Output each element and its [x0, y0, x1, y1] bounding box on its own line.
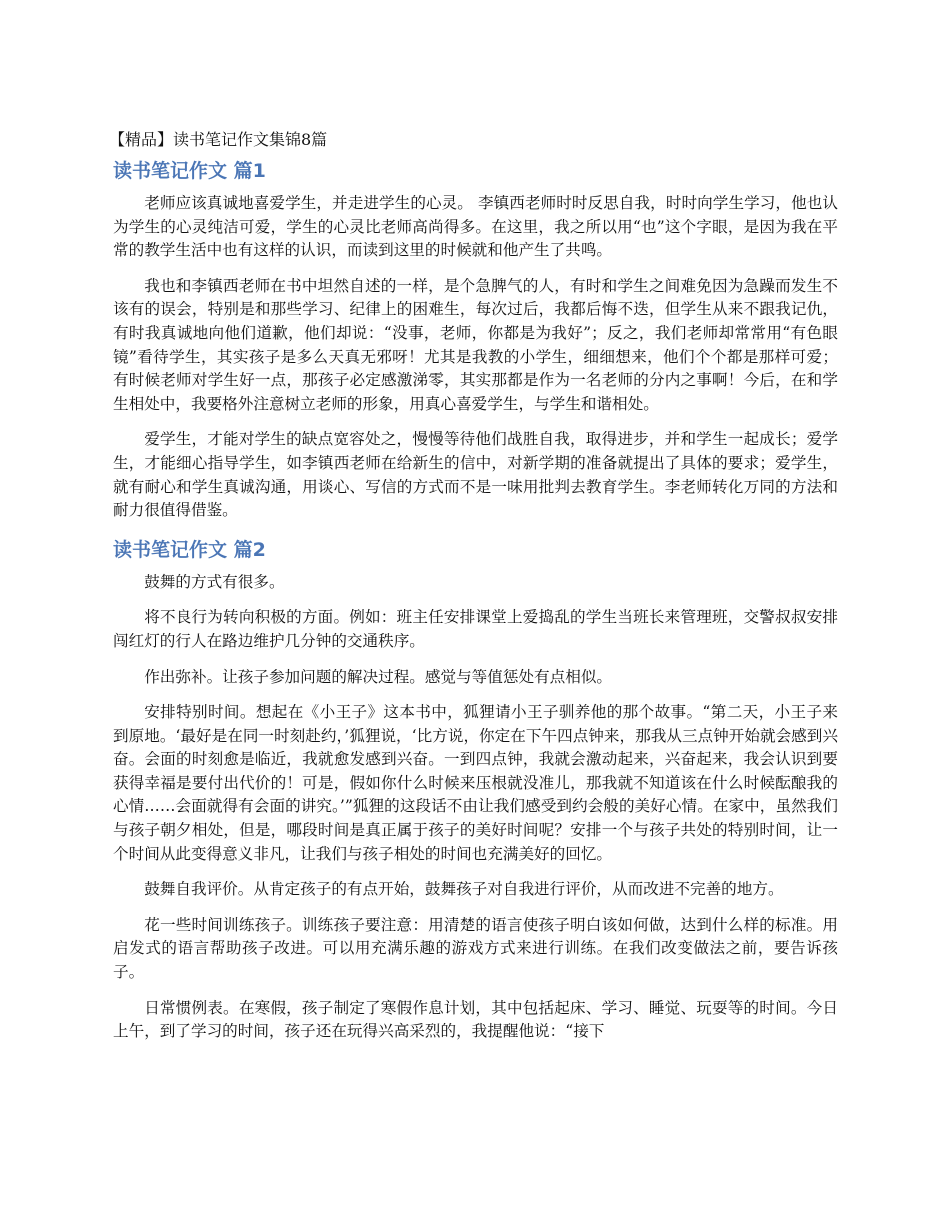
section-2-paragraph-5: 鼓舞自我评价。从肯定孩子的有点开始，鼓舞孩子对自我进行评价，从而改进不完善的地方。 — [144, 880, 784, 899]
section-1 — [113, 158, 838, 523]
section-2-paragraph-6: 花一些时间训练孩子。训练孩子要注意：用清楚的语言使孩子明白该如何做，达到什么样的标准。用启发式的语言帮助孩子改进。可以用充满乐趣的游戏方式来进行训练。在我们改变做法之前，要告诉孩子。 — [113, 915, 838, 982]
section-2-paragraph-4: 安排特别时间。想起在《小王子》这本书中，狐狸请小王子驯养他的那个故事。“第二天，小王子来到原地。‘最好是在同一时刻赴约，’狐狸说，‘比方说，你定在下午四点钟来，那我从三点钟开始就会感到兴奋。会面的时刻愈是临近，我就愈发感到兴奋。一到四点钟，我就会激动起来，兴奋起来，我会认识到要获得幸福是要付出代价的！可是，假如你什么时候来压根就没准儿，那我就不知道该在什么时候酝酿我的心情……会面就得有会面的讲究。’”狐狸的这段话不由让我们感受到约会般的美好心情。在家中，虽然我们与孩子朝夕相处，但是，哪段时间是真正属于孩子的美好时间呢？安排一个与孩子共处的特别时间，让一个时间从此变得意义非凡，让我们与孩子相处的时间也充满美好的回忆。 — [113, 703, 838, 863]
section-2-paragraph-3: 作出弥补。让孩子参加问题的解决过程。感觉与等值惩处有点相似。 — [144, 667, 613, 686]
section-2-paragraph-1: 鼓舞的方式有很多。 — [144, 572, 285, 591]
section-2-paragraph-7: 日常惯例表。在寒假，孩子制定了寒假作息计划，其中包括起床、学习、睡觉、玩耍等的时间。今日上午，到了学习的时间，孩子还在玩得兴高采烈的，我提醒他说：“接下 — [113, 998, 838, 1041]
section-2-heading: 读书笔记作文 篇2 — [113, 538, 266, 561]
section-1-paragraph-1: 老师应该真诚地喜爱学生，并走进学生的心灵。 李镇西老师时时反思自我，时时向学生学习，他也认为学生的心灵纯洁可爱，学生的心灵比老师高尚得多。在这里，我之所以用“也”这个字眼，是因为我在平常的教学生活中也有这样的认识，而读到这里的时候就和他产生了共鸣。 — [113, 194, 838, 260]
document-title: 【精品】读书笔记作文集锦8篇 — [109, 130, 328, 149]
section-1-heading: 读书笔记作文 篇1 — [113, 160, 266, 182]
section-1-paragraph-2: 我也和李镇西老师在书中坦然自述的一样，是个急脾气的人，有时和学生之间难免因为急躁而发生不该有的误会，特别是和那些学习、纪律上的困难生，每次过后，我都后悔不迭，但学生从来不跟我记仇，有时我真诚地向他们道歉，他们却说：“没事，老师，你都是为我好”；反之，我们老师却常常用“有色眼镜”看待学生，其实孩子是多么天真无邪呀！尤其是我教的小学生，细细想来，他们个个都是那样可爱；有时候老师对学生好一点，那孩子必定感激涕零，其实那都是作为一名老师的分内之事啊！今后，在和学生相处中，我要格外注意树立老师的形象，用真心喜爱学生，与学生和谐相处。 — [113, 276, 838, 413]
section-2 — [113, 537, 838, 1044]
section-2-paragraph-2: 将不良行为转向积极的方面。例如：班主任安排课堂上爱捣乱的学生当班长来管理班，交警叔叔安排闯红灯的行人在路边维护几分钟的交通秩序。 — [113, 608, 838, 650]
document-page — [109, 128, 838, 1056]
section-1-paragraph-3: 爱学生，才能对学生的缺点宽容处之，慢慢等待他们战胜自我，取得进步，并和学生一起成长；爱学生，才能细心指导学生，如李镇西老师在给新生的信中，对新学期的准备就提出了具体的要求；爱学生，就有耐心和学生真诚沟通，用谈心、写信的方式而不是一味用批判去教育学生。李老师转化万同的方法和耐力很值得借鉴。 — [113, 430, 838, 520]
